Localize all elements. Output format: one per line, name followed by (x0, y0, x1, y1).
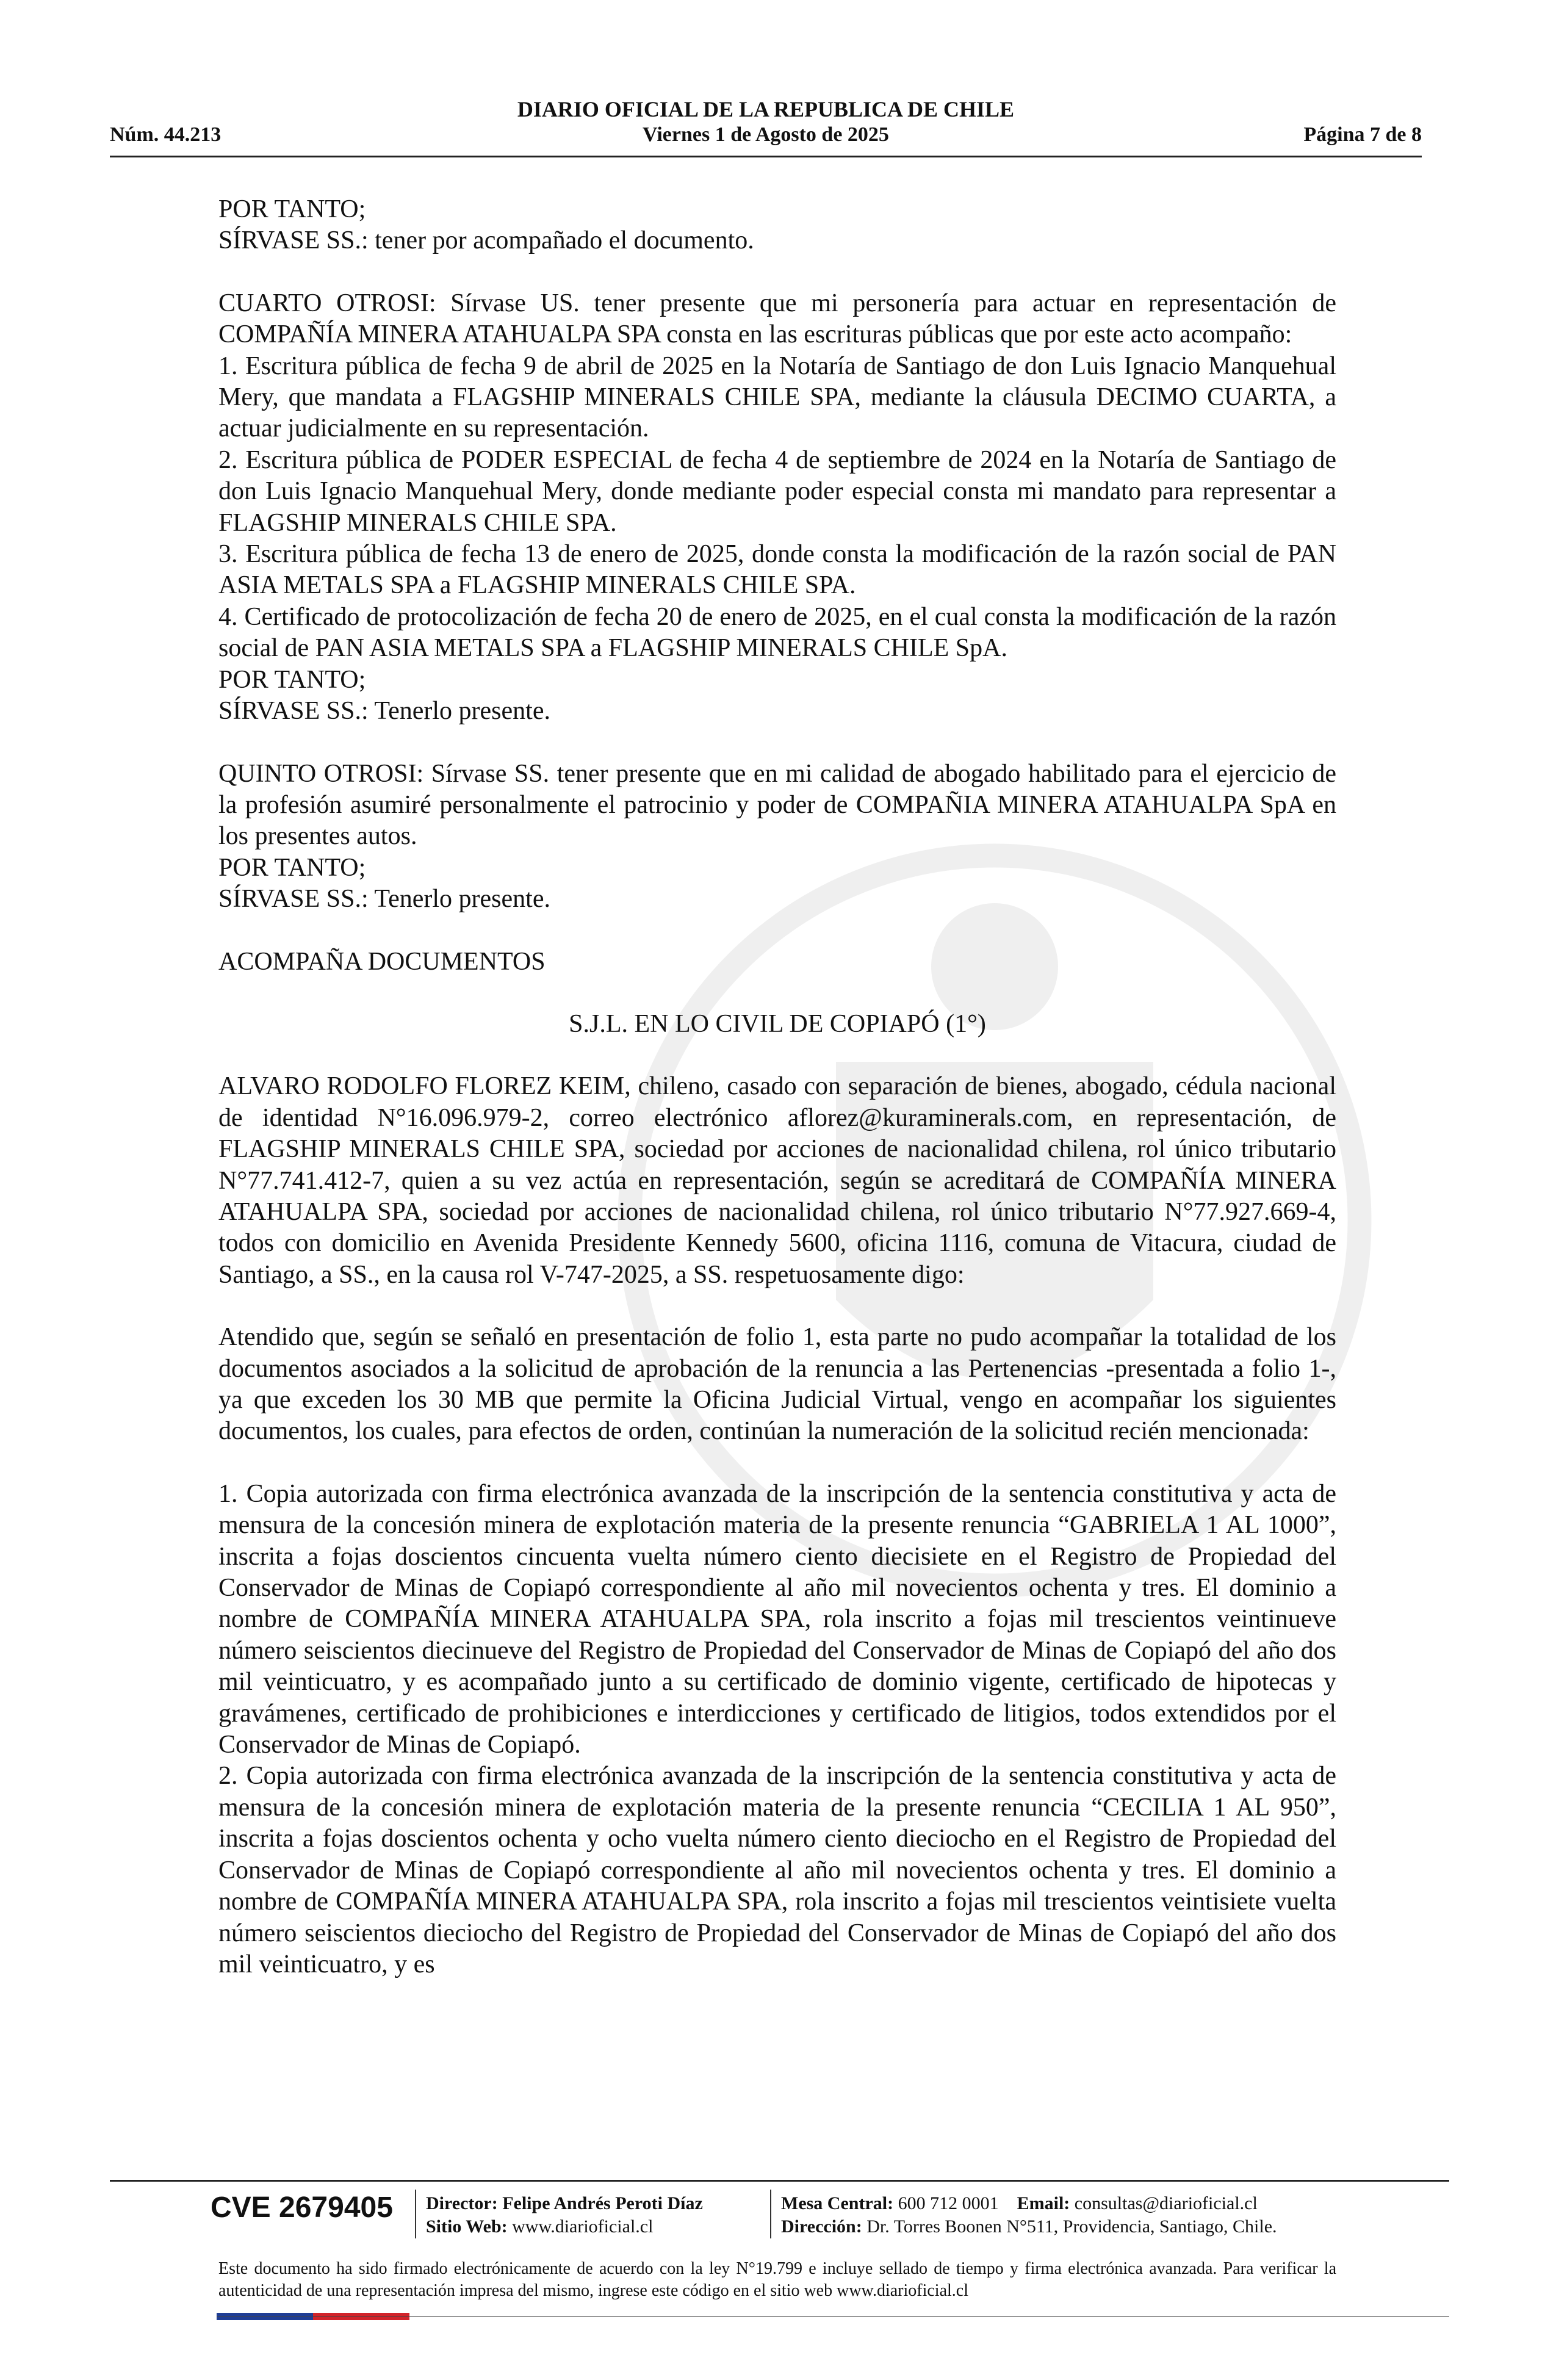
paragraph: POR TANTO; (218, 665, 366, 694)
page-header (110, 92, 1422, 159)
header-divider (110, 156, 1422, 157)
flag-bar-red (313, 2313, 409, 2320)
paragraph: SÍRVASE SS.: Tenerlo presente. (218, 697, 550, 726)
paragraph: QUINTO OTROSI: Sírvase SS. tener presente que en mi calidad de abogado habilitado para el ejercicio de la profesión asumiré personalmente el patrocinio y poder de COMPAÑIA MINERA ATAHUALPA SpA en los presentes autos. (218, 759, 1336, 851)
flag-bar-blue (217, 2313, 313, 2320)
issue-number: Núm. 44.213 (110, 123, 222, 146)
bottom-divider (217, 2316, 1449, 2317)
paragraph: 3. Escritura pública de fecha 13 de enero de 2025, donde consta la modificación de la razón social de PAN ASIA METALS SPA a FLAGSHIP MINERALS CHILE SPA. (218, 540, 1336, 600)
footer-separator (770, 2190, 771, 2238)
paragraph: ALVARO RODOLFO FLOREZ KEIM, chileno, casado con separación de bienes, abogado, cédula nacional de identidad N°16.096.979-2, correo electrónico aflorez@kuraminerals.com, en representación, de FLAGSHIP MINERALS CHILE SPA, sociedad por acciones de nacionalidad chilena, rol único tributario N°77.741.412-7, quien a su vez actúa en representación, según se acreditará de COMPAÑÍA MINERA ATAHUALPA SPA, sociedad por acciones de nacionalidad chilena, rol único tributario N°77.927.669-4, todos con domicilio en Avenida Presidente Kennedy 5600, oficina 1116, comuna de Vitacura, ciudad de Santiago, a SS., en la causa rol V-747-2025, a SS. respetuosamente digo: (218, 1072, 1336, 1289)
phone-number: 600 712 0001 (898, 2193, 999, 2213)
paragraph: SÍRVASE SS.: tener por acompañado el documento. (218, 226, 754, 255)
paragraph: POR TANTO; (218, 853, 366, 882)
footer-divider (110, 2180, 1449, 2182)
issue-date: Viernes 1 de Agosto de 2025 (643, 123, 889, 146)
paragraph: CUARTO OTROSI: Sírvase US. tener presente que mi personería para actuar en representación de COMPAÑÍA MINERA ATAHUALPA SPA consta en las escrituras públicas que por este acto acompaño: (218, 289, 1336, 349)
paragraph: POR TANTO; (218, 195, 366, 223)
footer-separator (415, 2190, 416, 2238)
director-name: Felipe Andrés Peroti Díaz (502, 2193, 703, 2213)
paragraph: Atendido que, según se señaló en presentación de folio 1, esta parte no pudo acompañar la totalidad de los documentos asociados a la solicitud de aprobación de la renuncia a las Pertenencias -presentada a folio 1-, ya que exceden los 30 MB que permite la Oficina Judicial Virtual, vengo en acompañar los siguientes documentos, los cuales, para efectos de orden, continúan la numeración de la solicitud recién mencionada: (218, 1323, 1336, 1446)
page-indicator: Página 7 de 8 (1303, 123, 1422, 146)
address: Dr. Torres Boonen N°511, Providencia, Santiago, Chile. (866, 2216, 1277, 2237)
paragraph: 1. Escritura pública de fecha 9 de abril de 2025 en la Notaría de Santiago de don Luis Ignacio Manquehual Mery, que mandata a FLAGSHIP MINERALS CHILE SPA, mediante la cláusula DECIMO CUARTA, a actuar judicialmente en su representación. (218, 352, 1336, 443)
email-link[interactable]: consultas@diarioficial.cl (1074, 2193, 1258, 2213)
court-heading: S.J.L. EN LO CIVIL DE COPIAPÓ (1°) (569, 1009, 986, 1038)
paragraph: 1. Copia autorizada con firma electrónica avanzada de la inscripción de la sentencia constitutiva y acta de mensura de la concesión minera de explotación materia de la presente renuncia “GABRIELA 1 AL 1000”, inscrita a fojas doscientos cincuenta vuelta número ciento diecisiete en el Registro de Propiedad del Conservador de Minas de Copiapó correspondiente al año mil novecientos ochenta y tres. El dominio a nombre de COMPAÑÍA MINERA ATAHUALPA SPA, rola inscrito a fojas mil trescientos veintinueve número seiscientos diecinueve del Registro de Propiedad del Conservador de Minas de Copiapó del año dos mil veinticuatro, y es acompañado junto a su certificado de dominio vigente, certificado de hipotecas y gravámenes, certificado de prohibiciones e interdicciones y certificado de litigios, todos extendidos por el Conservador de Minas de Copiapó. (218, 1479, 1336, 1759)
footer-contact-block: Mesa Central: 600 712 0001 Email: consultas@diarioficial.cl Dirección: Dr. Torres Boonen N°511, Providencia, Santiago, Chile. (781, 2193, 1277, 2237)
paragraph: 2. Copia autorizada con firma electrónica avanzada de la inscripción de la sentencia constitutiva y acta de mensura de la concesión minera de explotación materia de la presente renuncia “CECILIA 1 AL 950”, inscrita a fojas doscientos ochenta y ocho vuelta número ciento dieciocho en el Registro de Propiedad del Conservador de Minas de Copiapó correspondiente al año mil novecientos ochenta y tres. El dominio a nombre de COMPAÑÍA MINERA ATAHUALPA SPA, rola inscrito a fojas mil trescientos veintisiete vuelta número seiscientos dieciocho del Registro de Propiedad del Conservador de Minas de Copiapó del año dos mil veinticuatro, y es (218, 1762, 1336, 1978)
paragraph: 4. Certificado de protocolización de fecha 20 de enero de 2025, en el cual consta la modificación de la razón social de PAN ASIA METALS SPA a FLAGSHIP MINERALS CHILE SpA. (218, 602, 1336, 663)
paragraph: SÍRVASE SS.: Tenerlo presente. (218, 885, 550, 914)
gazette-title: DIARIO OFICIAL DE LA REPUBLICA DE CHILE (517, 97, 1015, 121)
legal-notice: Este documento ha sido firmado electrónicamente de acuerdo con la ley N°19.799 e incluye sellado de tiempo y firma electrónica avanzada. Para verificar la autenticidad de una representación impresa del mismo, ingrese este código en el sitio web www.diarioficial.cl (218, 2259, 1336, 2300)
paragraph: 2. Escritura pública de PODER ESPECIAL de fecha 4 de septiembre de 2024 en la Notaría de Santiago de don Luis Ignacio Manquehual Mery, donde mediante poder especial consta mi mandato para representar a FLAGSHIP MINERALS CHILE SPA. (218, 445, 1336, 537)
cve-code: CVE 2679405 (211, 2191, 393, 2224)
document-body (218, 194, 1336, 1980)
section-heading: ACOMPAÑA DOCUMENTOS (218, 947, 546, 976)
footer-director-block: Director: Felipe Andrés Peroti Díaz Sitio Web: www.diarioficial.cl (426, 2193, 703, 2237)
website-link[interactable]: www.diarioficial.cl (512, 2216, 654, 2237)
